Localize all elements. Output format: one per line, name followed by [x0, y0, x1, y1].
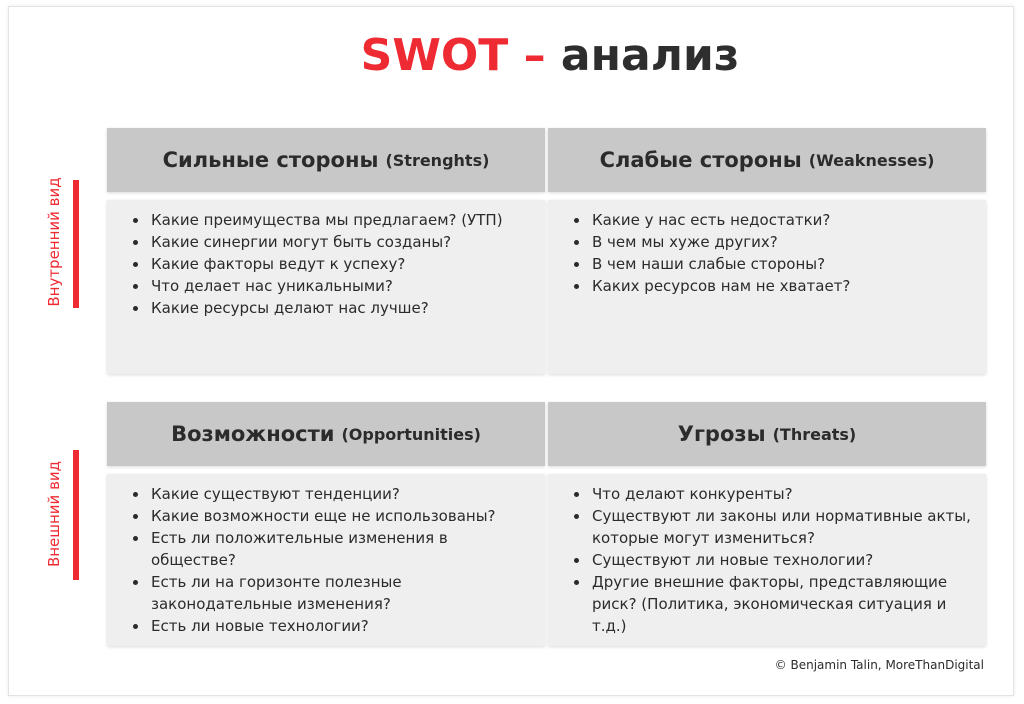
list-item: • Какие преимущества мы предлагаем? (УТП)	[149, 209, 535, 231]
title-rest: анализ	[545, 30, 740, 81]
opportunities-title: Возможности	[171, 422, 335, 446]
list-item: • Какие ресурсы делают нас лучше?	[149, 297, 535, 319]
opportunities-header	[107, 402, 545, 466]
strengths-header	[107, 128, 545, 192]
list-item: • Существуют ли новые технологии?	[590, 549, 976, 571]
strengths-body	[107, 200, 545, 374]
threats-title: Угрозы	[677, 422, 766, 446]
list-item: • Какие возможности еще не использованы?	[149, 505, 535, 527]
strengths-subtitle: (Strenghts)	[385, 150, 490, 170]
weaknesses-body	[548, 200, 986, 374]
list-item: • Какие факторы ведут к успеху?	[149, 253, 535, 275]
list-item: • Существуют ли законы или нормативные акты, которые могут измениться?	[590, 505, 976, 549]
threats-body	[548, 474, 986, 646]
external-side-label: Внешний вид	[45, 460, 63, 568]
threats-header	[548, 402, 986, 466]
list-item: • Какие существуют тенденции?	[149, 483, 535, 505]
list-item: • Какие у нас есть недостатки?	[590, 209, 976, 231]
internal-side-label: Внутренний вид	[45, 177, 63, 307]
opportunities-body	[107, 474, 545, 646]
opportunities-subtitle: (Opportunities)	[341, 424, 481, 444]
opportunities-list	[131, 483, 535, 637]
page-title	[0, 30, 1024, 81]
list-item: • Какие синергии могут быть созданы?	[149, 231, 535, 253]
threats-subtitle: (Threats)	[772, 424, 857, 444]
list-item: • Каких ресурсов нам не хватает?	[590, 275, 976, 297]
list-item: • Есть ли положительные изменения в обществе?	[149, 527, 535, 571]
strengths-list	[131, 209, 535, 319]
list-item: • В чем мы хуже других?	[590, 231, 976, 253]
internal-accent-bar	[73, 180, 79, 308]
list-item: • Другие внешние факторы, представляющие риск? (Политика, экономическая ситуация и т.д.)	[590, 571, 976, 637]
external-accent-bar	[73, 450, 79, 580]
strengths-title: Сильные стороны	[162, 148, 379, 172]
list-item: • Есть ли новые технологии?	[149, 615, 535, 637]
list-item: • В чем наши слабые стороны?	[590, 253, 976, 275]
title-accent: SWOT –	[360, 30, 546, 81]
list-item: • Что делает нас уникальными?	[149, 275, 535, 297]
weaknesses-header	[548, 128, 986, 192]
weaknesses-subtitle: (Weaknesses)	[808, 150, 935, 170]
copyright-credit: © Benjamin Talin, MoreThanDigital	[774, 658, 984, 672]
threats-list	[572, 483, 976, 637]
list-item: • Что делают конкуренты?	[590, 483, 976, 505]
list-item: • Есть ли на горизонте полезные законодательные изменения?	[149, 571, 535, 615]
weaknesses-list	[572, 209, 976, 297]
weaknesses-title: Слабые стороны	[599, 148, 802, 172]
